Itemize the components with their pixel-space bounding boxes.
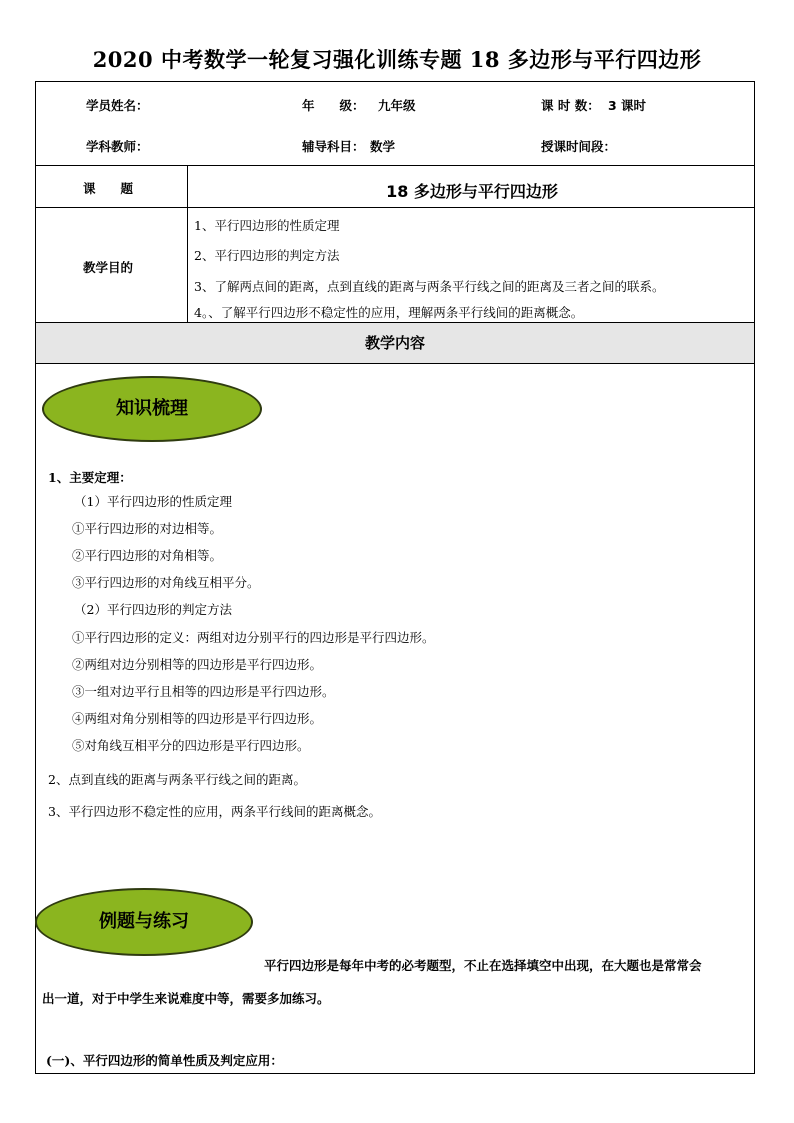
- grade-value: 九年级: [378, 98, 416, 113]
- student-name-label: 学员姓名：: [86, 98, 149, 113]
- examples-intro-line1: 平行四边形是每年中考的必考题型，不止在选择填空中出现，在大题也是常常会: [264, 958, 702, 973]
- examples-badge: [35, 888, 253, 956]
- hours-label: 课 时 数：: [541, 98, 600, 113]
- instability-line: 3、平行四边形不稳定性的应用，两条平行线间的距离概念。: [48, 804, 381, 819]
- property-theorem-heading: （1）平行四边形的性质定理: [74, 494, 232, 509]
- theorem-line: ③平行四边形的对角线互相平分。: [72, 575, 260, 590]
- main-theorems-heading: 1、主要定理：: [48, 470, 132, 485]
- criteria-line: ②两组对边分别相等的四边形是平行四边形。: [72, 657, 323, 672]
- topic-label: 课 题: [83, 181, 134, 196]
- grade-label: 年 级：: [302, 98, 365, 113]
- criteria-line: ⑤对角线互相平分的四边形是平行四边形。: [72, 738, 310, 753]
- criteria-line: ③一组对边平行且相等的四边形是平行四边形。: [72, 684, 335, 699]
- topic-value: 18 多边形与平行四边形: [386, 182, 558, 201]
- distance-line: 2、点到直线的距离与两条平行线之间的距离。: [48, 772, 306, 787]
- knowledge-review-badge: [42, 376, 262, 442]
- row-divider: [36, 165, 754, 166]
- objective-item: 2、平行四边形的判定方法: [194, 248, 340, 263]
- objective-item: 3、了解两点间的距离，点到直线的距离与两条平行线之间的距离及三者之间的联系。: [194, 279, 665, 294]
- subject-value: 数学: [370, 139, 396, 154]
- theorem-line: ①平行四边形的对边相等。: [72, 521, 223, 536]
- document-title: 2020 中考数学一轮复习强化训练专题 18 多边形与平行四边形: [92, 47, 702, 72]
- content-header: 教学内容: [36, 322, 754, 364]
- objective-item: 1、平行四边形的性质定理: [194, 218, 340, 233]
- lesson-plan-table: [35, 81, 755, 1074]
- criteria-heading: （2）平行四边形的判定方法: [74, 602, 232, 617]
- examples-intro-line2: 出一道，对于中学生来说难度中等，需要多加练习。: [42, 991, 330, 1006]
- objectives-label: 教学目的: [83, 260, 134, 275]
- row-divider: [36, 207, 754, 208]
- subsection-heading: (一)、平行四边形的简单性质及判定应用：: [46, 1053, 283, 1068]
- hours-value: 3 课时: [608, 98, 647, 113]
- time-label: 授课时间段：: [541, 139, 617, 154]
- knowledge-review-badge-label: 知识梳理: [116, 398, 188, 419]
- theorem-line: ②平行四边形的对角相等。: [72, 548, 223, 563]
- objective-item: 4。、了解平行四边形不稳定性的应用，理解两条平行线间的距离概念。: [194, 305, 584, 320]
- criteria-line: ①平行四边形的定义：两组对边分别平行的四边形是平行四边形。: [72, 630, 435, 645]
- examples-badge-label: 例题与练习: [99, 911, 189, 932]
- criteria-line: ④两组对角分别相等的四边形是平行四边形。: [72, 711, 323, 726]
- subject-label: 辅导科目：: [302, 139, 365, 154]
- teacher-label: 学科教师：: [86, 139, 149, 154]
